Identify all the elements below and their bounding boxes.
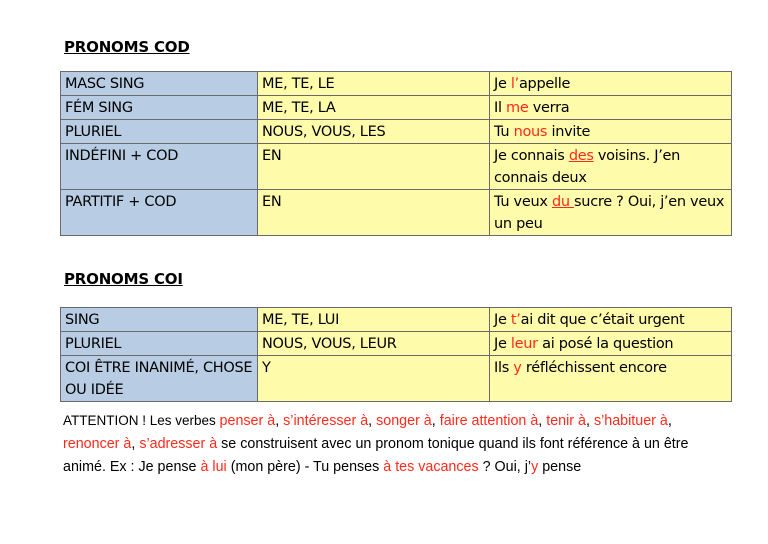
- row-example: Ils y réfléchissent encore: [490, 356, 732, 402]
- verb: s’intéresser à: [283, 413, 369, 429]
- table-row: [61, 144, 732, 190]
- example-highlight: y: [531, 459, 539, 475]
- row-example: Je l’appelle: [490, 72, 732, 96]
- row-example: Je leur ai posé la question: [490, 332, 732, 356]
- row-pronouns: Y: [258, 356, 490, 402]
- note-text: ? Oui, j’: [478, 459, 532, 475]
- row-pronouns: ME, TE, LE: [258, 72, 490, 96]
- table-row: [61, 96, 732, 120]
- example-highlight: à lui: [200, 459, 227, 475]
- row-pronouns: EN: [258, 190, 490, 236]
- verb: penser à: [219, 413, 276, 429]
- row-example: Je connais des voisins. J’en connais deux: [490, 144, 732, 190]
- table-row: [61, 332, 732, 356]
- row-pronouns: NOUS, VOUS, LES: [258, 120, 490, 144]
- note-text: se construisent avec un pronom tonique quand ils font référence à un être animé. Ex : Je pense: [63, 436, 689, 475]
- row-pronouns: ME, TE, LA: [258, 96, 490, 120]
- verb: faire attention à: [439, 413, 539, 429]
- row-label: PLURIEL: [61, 120, 258, 144]
- row-label: MASC SING: [61, 72, 258, 96]
- row-pronouns: NOUS, VOUS, LEUR: [258, 332, 490, 356]
- cod-title: PRONOMS COD: [64, 38, 190, 56]
- example-highlight: à tes vacances: [383, 459, 479, 475]
- verb: s’adresser à: [139, 436, 218, 452]
- row-example: Je t’ai dit que c’était urgent: [490, 308, 732, 332]
- verb: tenir à: [546, 413, 586, 429]
- verb: renoncer à: [63, 436, 132, 452]
- table-row: [61, 72, 732, 96]
- row-label: COI ÊTRE INANIMÉ, CHOSE OU IDÉE: [61, 356, 258, 402]
- note-text: (mon père) - Tu penses: [226, 459, 384, 475]
- row-example: Tu nous invite: [490, 120, 732, 144]
- table-row: [61, 190, 732, 236]
- cod-table: [60, 71, 732, 236]
- row-example: Tu veux du sucre ? Oui, j’en veux un peu: [490, 190, 732, 236]
- coi-table: [60, 307, 732, 402]
- row-label: PLURIEL: [61, 332, 258, 356]
- row-label: INDÉFINI + COD: [61, 144, 258, 190]
- row-pronouns: EN: [258, 144, 490, 190]
- table-row: [61, 356, 732, 402]
- verb: songer à: [376, 413, 432, 429]
- verb: s’habituer à: [593, 413, 668, 429]
- row-pronouns: ME, TE, LUI: [258, 308, 490, 332]
- row-label: SING: [61, 308, 258, 332]
- note-intro: ATTENTION ! Les verbes: [63, 413, 220, 428]
- row-example: Il me verra: [490, 96, 732, 120]
- row-label: FÉM SING: [61, 96, 258, 120]
- table-row: [61, 120, 732, 144]
- attention-note: ATTENTION ! Les verbes penser à, s’intéresser à, songer à, faire attention à, tenir à, s’habituer à, renoncer à, s’adresser à se construisent avec un pronom tonique quand ils font référence à un être animé. Ex : Je pense à lui (mon père) - Tu penses à tes vacances ? Oui, j’y pense: [63, 413, 689, 475]
- coi-title: PRONOMS COI: [64, 270, 183, 288]
- note-text: pense: [538, 459, 582, 475]
- row-label: PARTITIF + COD: [61, 190, 258, 236]
- table-row: [61, 308, 732, 332]
